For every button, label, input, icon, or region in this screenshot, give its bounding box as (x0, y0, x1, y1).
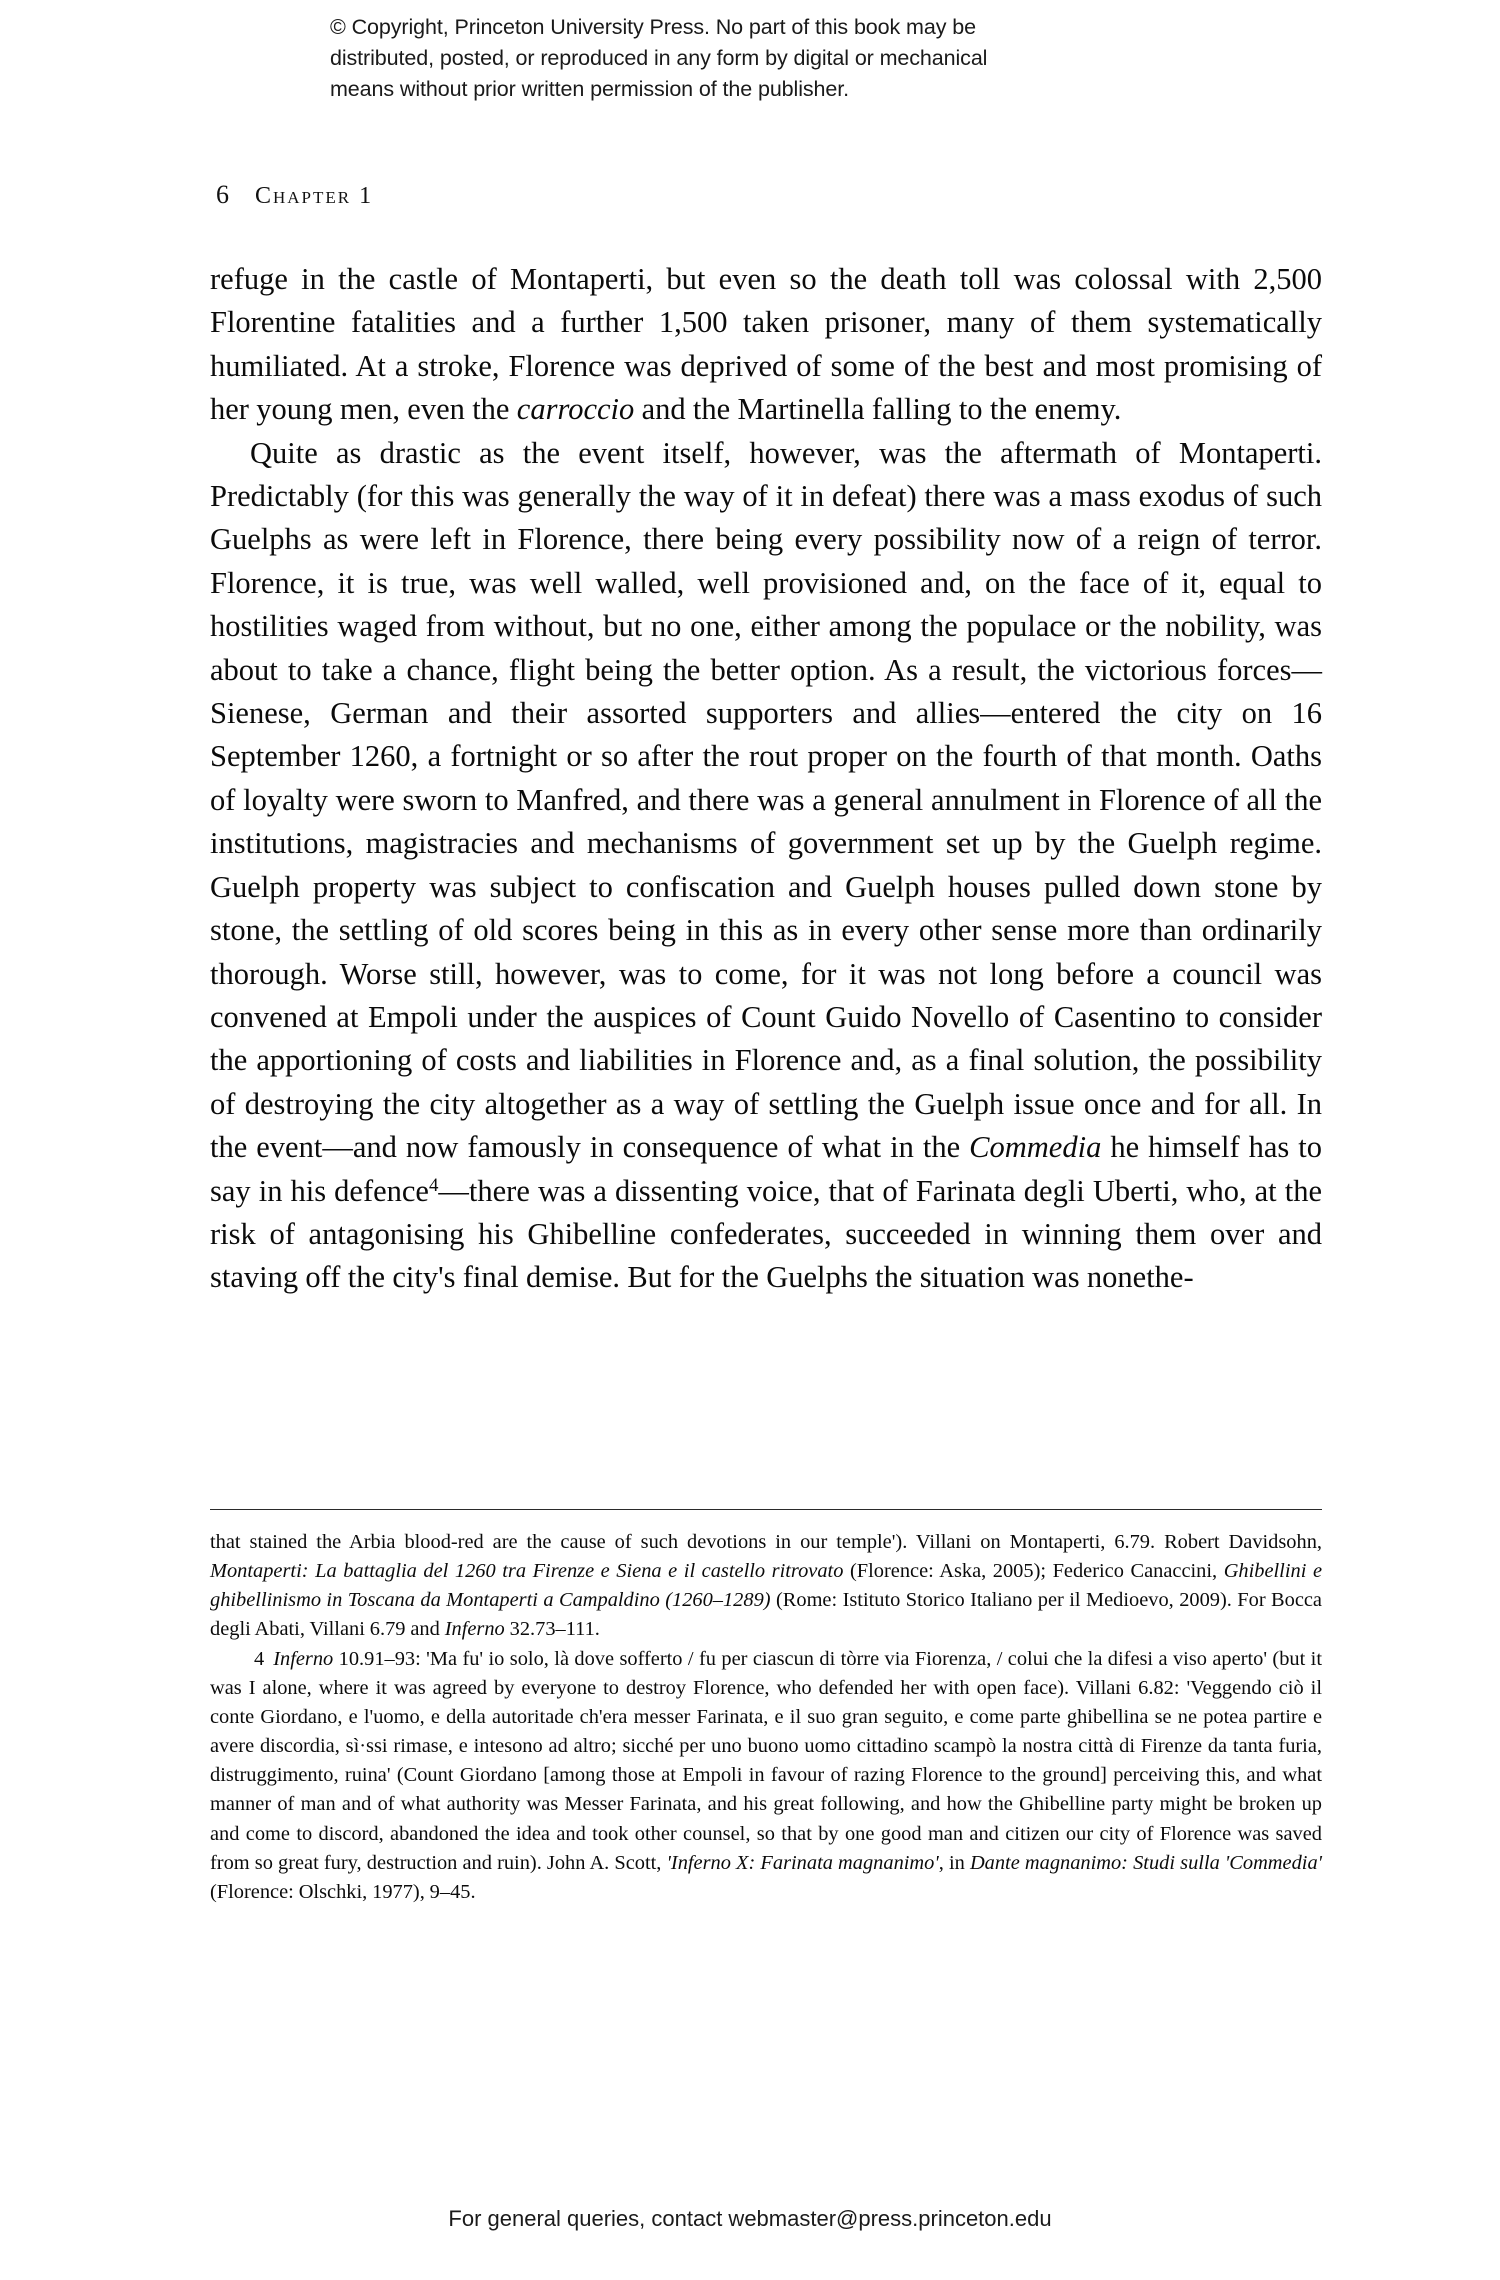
page-footer (0, 2206, 1500, 2232)
paragraph-2 (210, 432, 1322, 1300)
copyright-line-2: distributed, posted, or reproduced in any form by digital or mechanical (330, 46, 988, 70)
copyright-line-3: means without prior written permission of the publisher. (330, 77, 850, 101)
footer-text: For general queries, contact webmaster@press.princeton.edu (448, 2206, 1052, 2231)
body-text (210, 258, 1322, 1300)
paragraph-2-text-a: Quite as drastic as the event itself, however, was the aftermath of Montaperti. Predictably (for this was generally the way of it in defeat) there was a mass exodus of such Guelphs as were left in Florence, there being every possibility now of a reign of terror. Florence, it is true, was well walled, well provisioned and, on the face of it, equal to hostilities waged from without, but no one, either among the populace or the nobility, was about to take a chance, flight being the better option. As a result, the victorious forces—Sienese, German and their assorted supporters and allies—entered the city on 16 September 1260, a fortnight or so after the rout proper on the fourth of that month. Oaths of loyalty were sworn to Manfred, and there was a general annulment in Florence of all the institutions, magistracies and mechanisms of government set up by the Guelph regime. Guelph property was subject to confiscation and Guelph houses pulled down stone by stone, the settling of old scores being in this as in every other sense more than ordinarily thorough. Worse still, however, was to come, for it was not long before a council was convened at Empoli under the auspices of Count Guido Novello of Casentino to consider the apportioning of costs and liabilities in Florence and, as a final solution, the possibility of destroying the city altogether as a way of settling the Guelph issue once and for all. In the event—and now famously in consequence of what in the (210, 435, 1322, 1165)
footnote-3-italic-inferno: Inferno (444, 1618, 505, 1641)
footnote-3-continued (210, 1528, 1322, 1645)
paragraph-1-text-b: and the Martinella falling to the enemy. (634, 392, 1122, 427)
chapter-label: Chapter 1 (255, 183, 374, 209)
paragraph-2-italic-commedia: Commedia (969, 1130, 1102, 1165)
footnote-separator-rule (210, 1509, 1322, 1510)
footnote-4-text-b: , in (938, 1851, 970, 1874)
footnote-3-text-a: that stained the Arbia blood-red are the cause of such devotions in our temple'). Villani on Montaperti, 6.79. Robert Davidsohn, (210, 1531, 1322, 1553)
footnote-marker-4[interactable]: 4 (428, 1174, 439, 1196)
copyright-line-1: © Copyright, Princeton University Press. No part of this book may be (330, 15, 976, 39)
paragraph-1 (210, 258, 1322, 432)
footnote-3-italic-canaccini-title: Ghibellini e ghibellinismo in Toscana da Montaperti a Campaldino (1260–1289) (210, 1560, 1322, 1612)
running-head (216, 180, 373, 210)
footnote-4-italic-inferno: Inferno (273, 1647, 334, 1670)
copyright-notice (330, 12, 1230, 105)
footnotes-block (210, 1528, 1322, 1907)
paragraph-2-text-c: —there was a dissenting voice, that of Farinata degli Uberti, who, at the risk of antagonising his Ghibelline confederates, succeeded in winning them over and staving off the city's final demise. But for the Guelphs the situation was nonethe- (210, 1173, 1322, 1295)
paragraph-1-italic-carroccio: carroccio (516, 392, 635, 427)
footnote-4 (210, 1645, 1322, 1907)
footnote-4-italic-dante-magnanimo: Dante magnanimo: Studi sulla 'Commedia' (969, 1851, 1322, 1874)
footnote-3-text-b: (Florence: Aska, 2005); Federico Canaccini, (843, 1560, 1224, 1583)
footnote-4-text-c: (Florence: Olschki, 1977), 9–45. (210, 1880, 476, 1903)
footnote-4-text-a: 10.91–93: 'Ma fu' io solo, là dove sofferto / fu per ciascun di tòrre via Fiorenza, / colui che la difesi a viso aperto' (but it was I alone, where it was agreed by everyone to destroy Florence, who defended her with open face). Villani 6.82: 'Veggendo ciò il conte Giordano, e l'uomo, e della autoritade ch'era messer Farinata, e il suo gran seguito, e come parte ghibellina se ne potea partire e avere discordia, sì·ssi rimase, e intesono ad altro; sicché per uno buono uomo cittadino scampò la nostra città di Firenze da tanta furia, distruggimento, ruina' (Count Giordano [among those at Empoli in favour of razing Florence to the ground] perceiving this, and what manner of man and of what authority was Messer Farinata, and his great following, and how the Ghibelline party might be broken up and come to discord, abandoned the idea and took other counsel, so that by one good man and citizen our city of Florence was saved from so great fury, destruction and ruin). John A. Scott, (210, 1647, 1322, 1874)
footnote-4-italic-scott-title: 'Inferno X: Farinata magnanimo' (666, 1851, 939, 1874)
footnote-3-text-c: (Rome: Istituto Storico Italiano per il Medioevo, 2009). For Bocca degli Abati, Villani 6.79 and (210, 1589, 1322, 1641)
footnote-4-number: 4 (254, 1647, 265, 1670)
page-number: 6 (216, 180, 229, 209)
paragraph-1-text-a: refuge in the castle of Montaperti, but even so the death toll was colossal with 2,500 Florentine fatalities and a further 1,500 taken prisoner, many of them systematically humiliated. At a stroke, Florence was deprived of some of the best and most promising of her young men, even the (210, 262, 1322, 427)
paragraph-2-text-b: he himself has to say in his defence (210, 1130, 1322, 1208)
footnote-3-italic-davidsohn-title: Montaperti: La battaglia del 1260 tra Firenze e Siena e il castello ritrovato (210, 1560, 844, 1583)
footnote-3-text-d: 32.73–111. (504, 1618, 600, 1641)
